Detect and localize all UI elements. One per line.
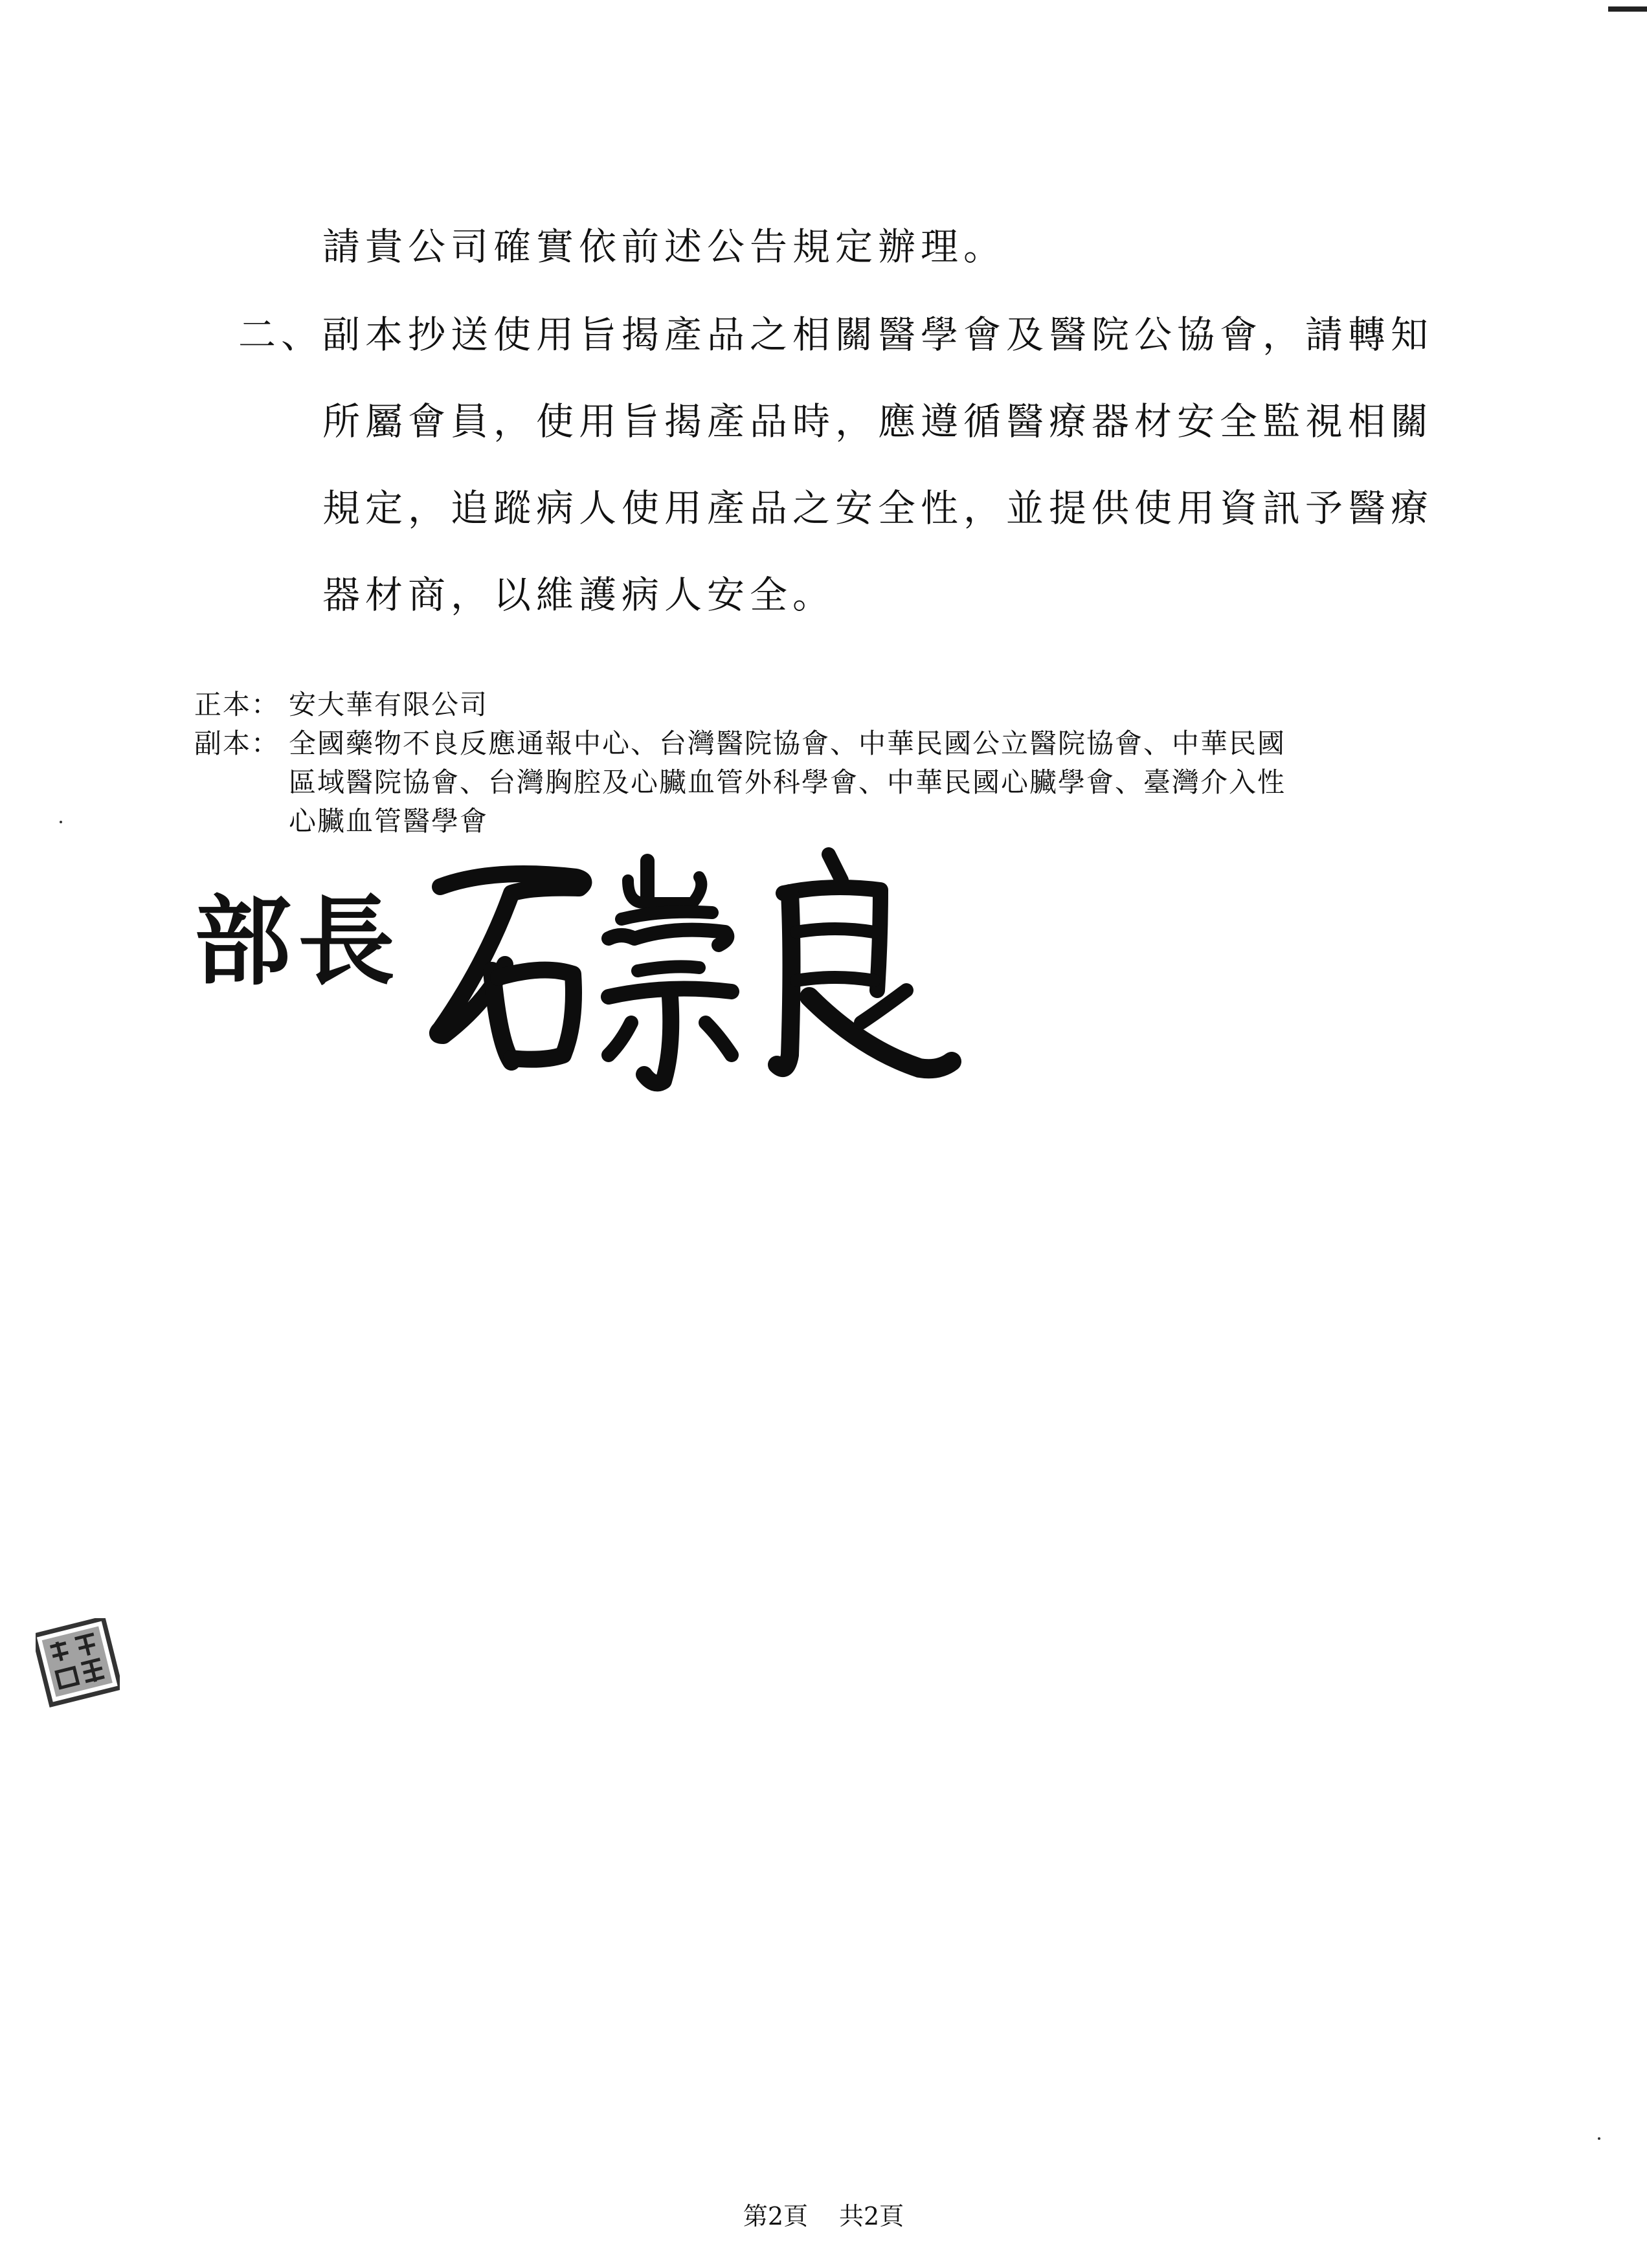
body-line-5: 器材商，以維護病人安全。	[322, 573, 836, 617]
copy-recipient-line-3: 心臟血管醫學會	[289, 805, 489, 837]
main-recipient-value: 安大華有限公司	[289, 689, 489, 720]
scan-speck	[1598, 2137, 1600, 2140]
page-footer	[0, 2204, 1647, 2229]
official-seal-stamp	[36, 1618, 120, 1709]
copy-recipient-line-2: 區域醫院協會、台灣胸腔及心臟血管外科學會、中華民國心臟學會、臺灣介入性	[289, 766, 1286, 798]
copy-recipient-line-1: 全國藥物不良反應通報中心、台灣醫院協會、中華民國公立醫院協會、中華民國	[289, 728, 1286, 759]
body-line-3: 所屬會員，使用旨揭產品時，應遵循醫療器材安全監視相關	[322, 399, 1434, 443]
main-recipient-label: 正本：	[194, 689, 280, 720]
copy-recipient-label: 副本：	[194, 728, 280, 759]
body-line-1: 請貴公司確實依前述公告規定辦理。	[322, 225, 1007, 269]
item-number: 二、	[238, 313, 324, 357]
scan-edge-mark	[1608, 6, 1647, 12]
page-total: 共2頁	[839, 2202, 904, 2230]
page-current: 第2頁	[743, 2202, 808, 2230]
scan-speck	[60, 821, 62, 823]
minister-title: 部長	[194, 885, 402, 999]
minister-signature	[414, 841, 997, 1100]
body-line-4: 規定，追蹤病人使用產品之安全性，並提供使用資訊予醫療	[322, 486, 1434, 530]
body-line-2: 副本抄送使用旨揭產品之相關醫學會及醫院公協會，請轉知	[322, 313, 1434, 357]
